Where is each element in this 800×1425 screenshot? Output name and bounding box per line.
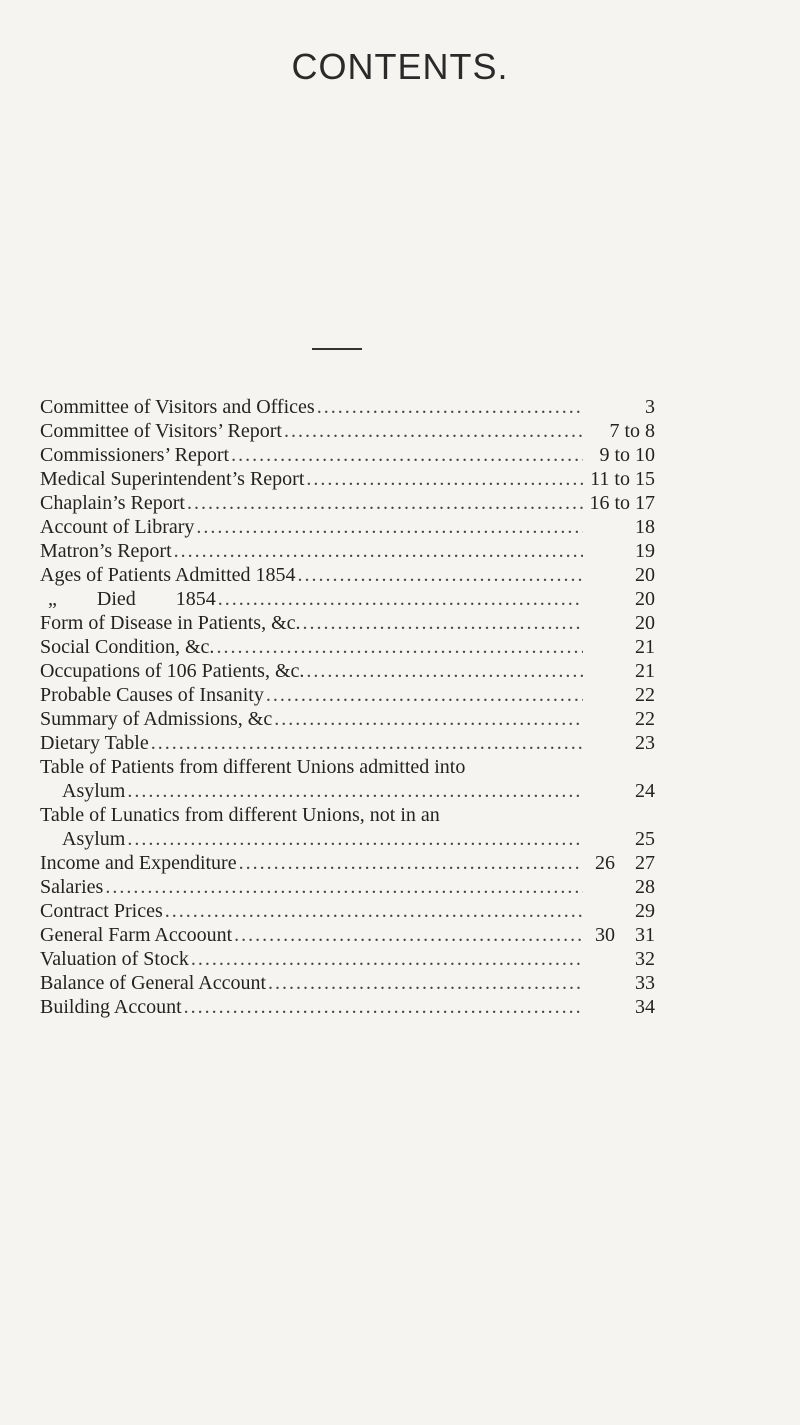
entry-title: Table of Lunatics from different Unions, not in an (40, 804, 440, 826)
entry-page: 20 (635, 588, 655, 610)
entry-title: Matron’s Report (40, 540, 172, 562)
leader-dots (274, 707, 583, 731)
entry-title: Valuation of Stock (40, 948, 189, 970)
entry-title: Contract Prices (40, 900, 163, 922)
toc-entry[interactable] (40, 683, 655, 707)
entry-page: 20 (635, 564, 655, 586)
toc-entry[interactable] (40, 923, 655, 947)
entry-page: 9 to 10 (599, 444, 655, 466)
entry-title: Income and Expenditure (40, 852, 237, 874)
entry-title: General Farm Accoount (40, 924, 233, 946)
toc-entry[interactable] (40, 515, 655, 539)
entry-title: Balance of General Account (40, 972, 267, 994)
entry-title: Form of Disease in Patients, &c. (40, 612, 301, 634)
entry-page: 3 (645, 396, 655, 418)
contents-list (40, 395, 655, 1019)
page-title: CONTENTS. (291, 46, 509, 87)
entry-title: Commissioners’ Report (40, 444, 230, 466)
leader-dots (234, 923, 583, 947)
entry-page: 20 (635, 612, 655, 634)
leader-dots (151, 731, 583, 755)
toc-entry[interactable] (40, 755, 655, 803)
toc-entry[interactable] (40, 563, 655, 587)
entry-title: „ Died 1854 (48, 588, 216, 610)
entry-page: 21 (635, 660, 655, 682)
leader-dots (298, 563, 583, 587)
toc-entry[interactable] (40, 635, 655, 659)
toc-entry[interactable] (40, 995, 655, 1019)
leader-dots (187, 491, 583, 515)
entry-title: Account of Library (40, 516, 195, 538)
leader-dots (196, 515, 583, 539)
entry-title: Table of Patients from different Unions admitted into (40, 756, 466, 778)
toc-entry[interactable] (40, 659, 655, 683)
leader-dots (266, 683, 583, 707)
toc-entry[interactable] (40, 971, 655, 995)
entry-title: Chaplain’s Report (40, 492, 185, 514)
leader-dots (218, 587, 583, 611)
toc-entry[interactable] (40, 419, 655, 443)
entry-page: 24 (635, 780, 655, 802)
toc-entry[interactable] (40, 611, 655, 635)
entry-page: 23 (635, 732, 655, 754)
entry-page: 25 (635, 828, 655, 850)
leader-dots (303, 611, 583, 635)
toc-entry[interactable] (40, 707, 655, 731)
entry-title: Medical Superintendent’s Report (40, 468, 305, 490)
entry-page: 22 (635, 708, 655, 730)
leader-dots (184, 995, 583, 1019)
toc-entry[interactable] (40, 899, 655, 923)
entry-page: 33 (635, 972, 655, 994)
entry-page: 7 to 8 (609, 420, 655, 442)
entry-title-continued: Asylum (62, 828, 126, 850)
leader-dots (165, 899, 583, 923)
leader-dots (105, 875, 583, 899)
entry-title: Probable Causes of Insanity (40, 684, 264, 706)
leader-dots (239, 851, 583, 875)
leader-dots (127, 779, 583, 803)
entry-page: 34 (635, 996, 655, 1018)
leader-dots (174, 539, 583, 563)
toc-entry[interactable] (40, 491, 655, 515)
entry-title: Committee of Visitors and Offices (40, 396, 315, 418)
leader-dots (191, 947, 583, 971)
leader-dots (284, 419, 583, 443)
entry-page: 16 to 17 (589, 492, 655, 514)
toc-entry[interactable] (40, 947, 655, 971)
entry-page: 22 (635, 684, 655, 706)
title-divider (312, 348, 362, 350)
entry-title: Salaries (40, 876, 104, 898)
entry-page: 28 (635, 876, 655, 898)
toc-entry[interactable] (40, 395, 655, 419)
toc-entry[interactable] (40, 731, 655, 755)
entry-title: Summary of Admissions, &c (40, 708, 273, 730)
toc-entry[interactable] (40, 851, 655, 875)
entry-page: 19 (635, 540, 655, 562)
entry-page: 21 (635, 636, 655, 658)
entry-title-continued: Asylum (62, 780, 126, 802)
entry-title: Dietary Table (40, 732, 149, 754)
toc-entry[interactable] (40, 875, 655, 899)
entry-title: Building Account (40, 996, 182, 1018)
entry-page: 32 (635, 948, 655, 970)
toc-entry[interactable] (40, 467, 655, 491)
leader-dots (306, 467, 583, 491)
toc-entry[interactable] (40, 587, 655, 611)
toc-entry[interactable] (40, 443, 655, 467)
entry-title: Committee of Visitors’ Report (40, 420, 282, 442)
toc-entry[interactable] (40, 803, 655, 851)
toc-entry[interactable] (40, 539, 655, 563)
entry-page: 18 (635, 516, 655, 538)
entry-page: 11 to 15 (590, 468, 655, 490)
leader-dots (306, 659, 583, 683)
leader-dots (268, 971, 583, 995)
entry-page: 26 27 (595, 852, 655, 874)
entry-title: Occupations of 106 Patients, &c. (40, 660, 305, 682)
entry-page: 30 31 (595, 924, 655, 946)
leader-dots (231, 443, 583, 467)
leader-dots (317, 395, 583, 419)
entry-title: Ages of Patients Admitted 1854 (40, 564, 296, 586)
leader-dots (127, 827, 583, 851)
leader-dots (216, 635, 583, 659)
entry-page: 29 (635, 900, 655, 922)
entry-title: Social Condition, &c. (40, 636, 215, 658)
